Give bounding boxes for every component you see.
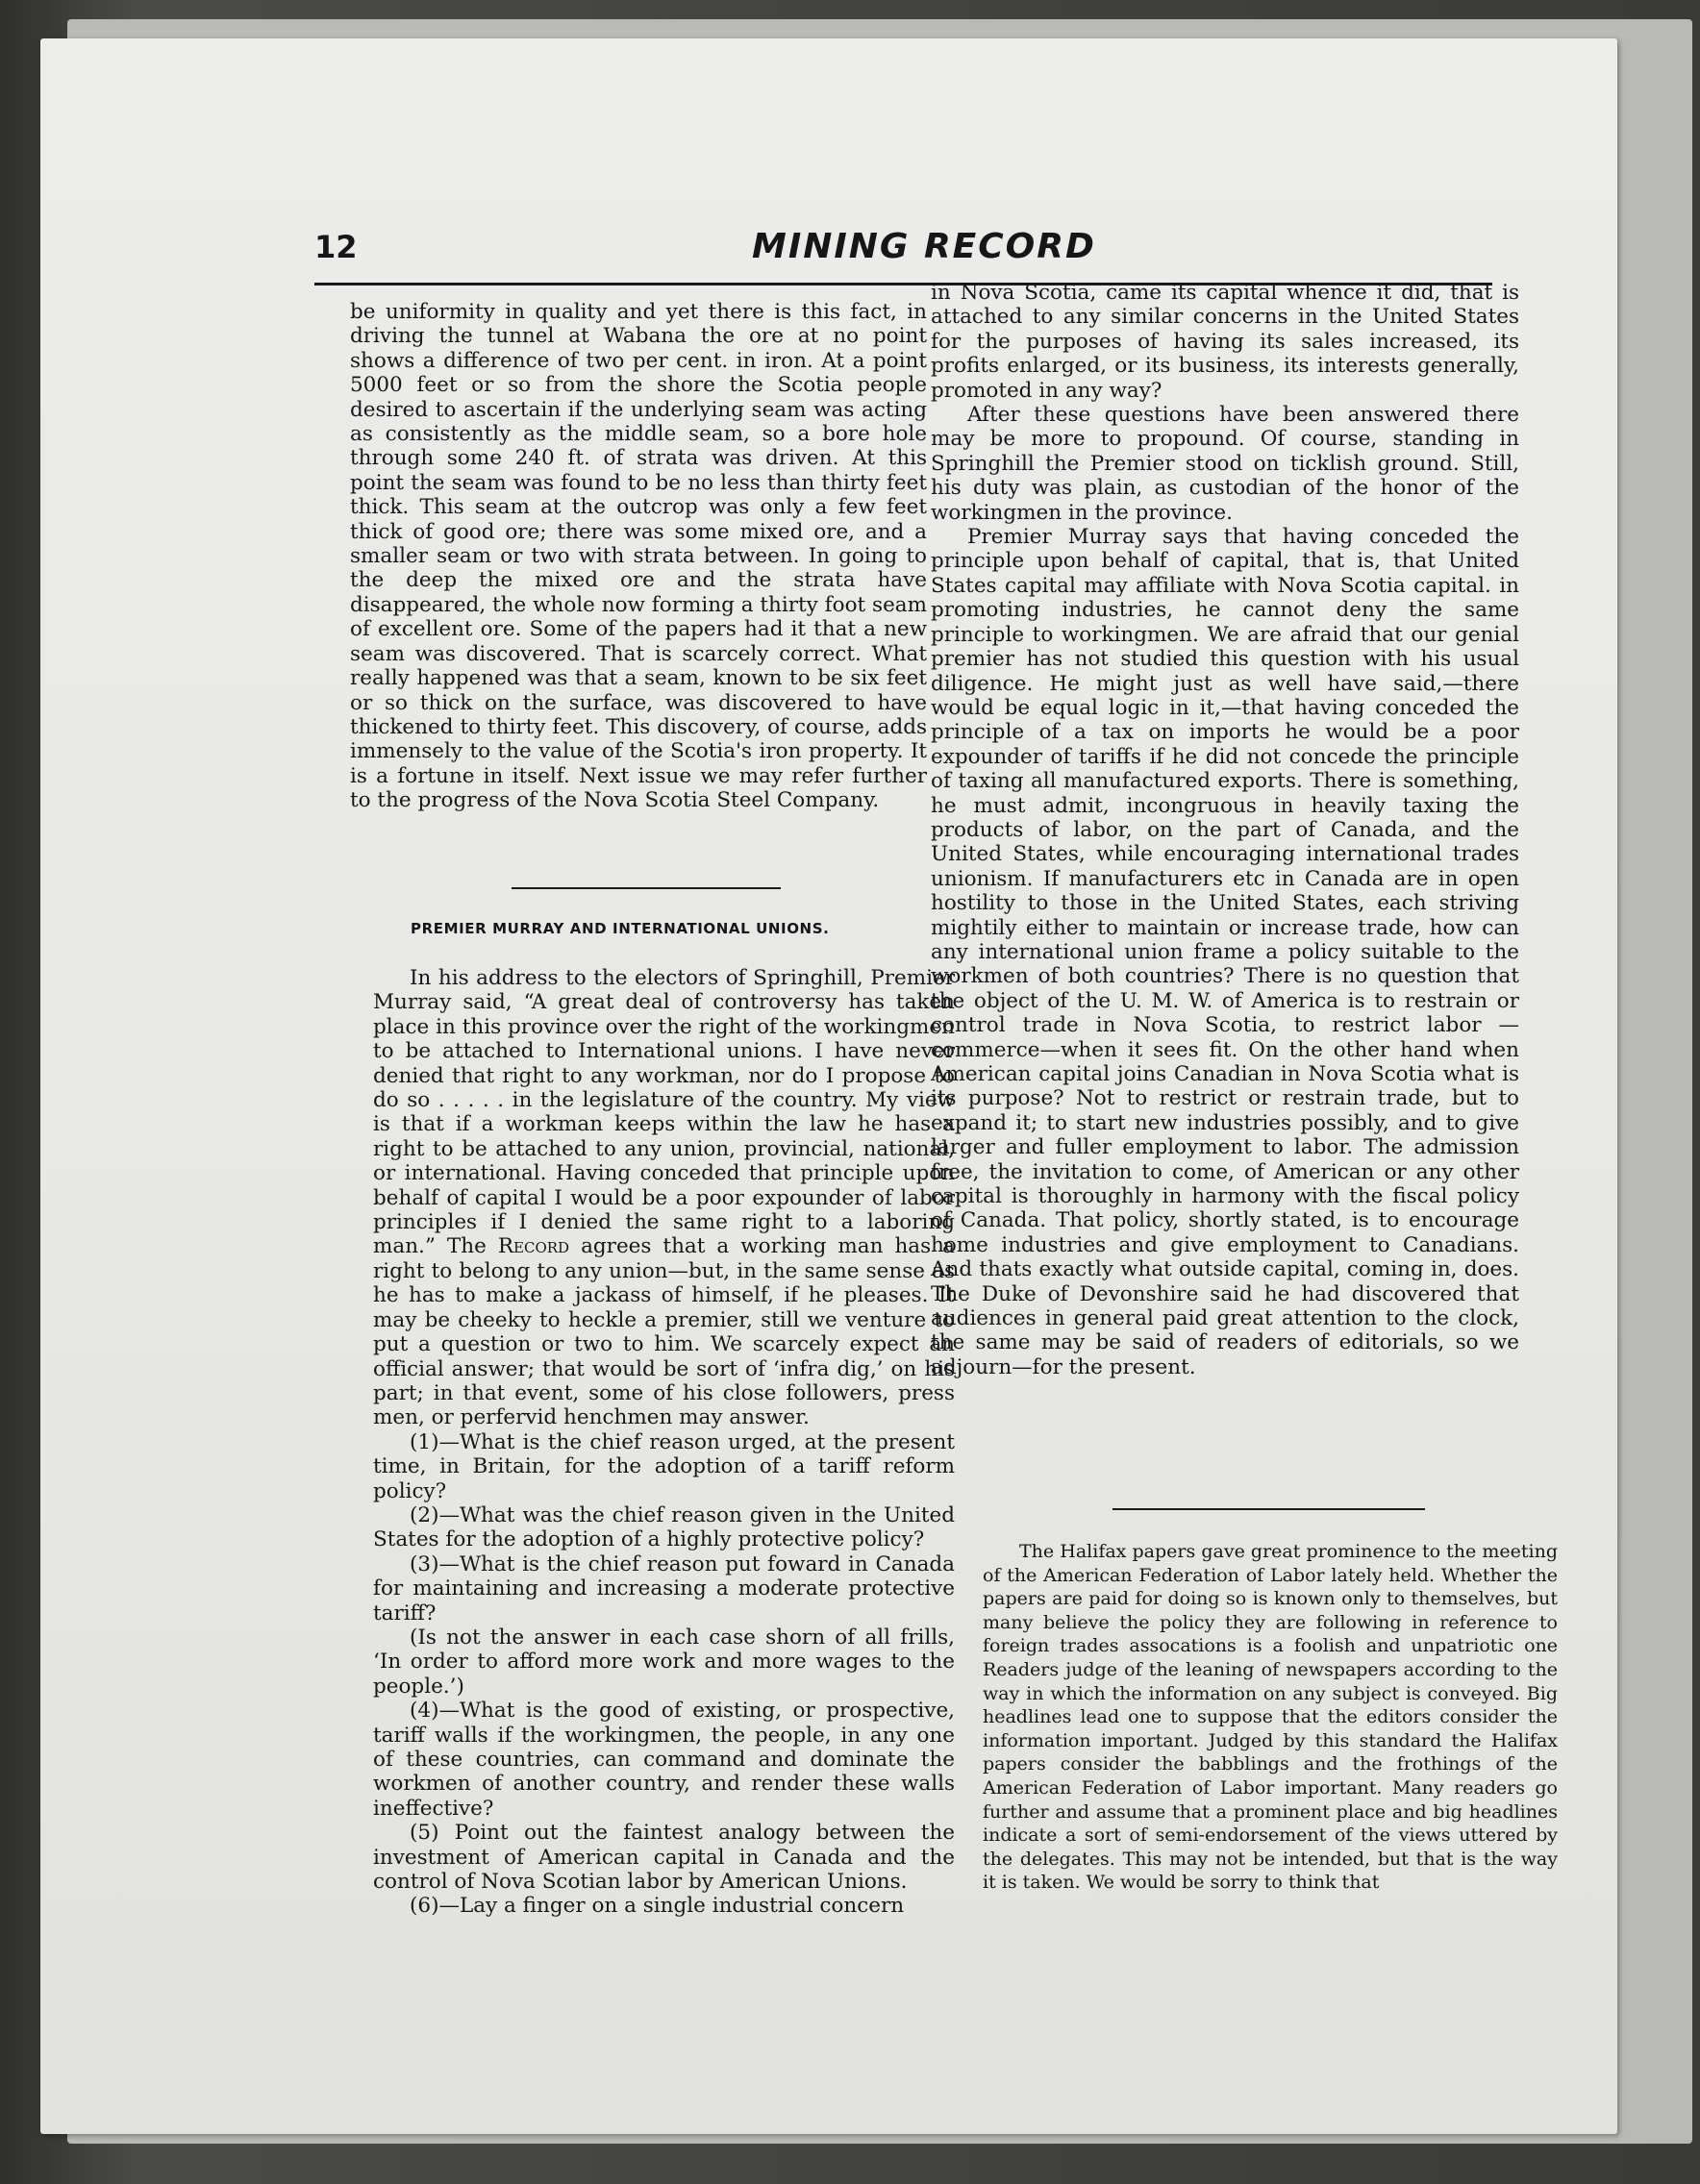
question-5: (5) Point out the faintest analogy between the investment of American capital in Canada and the control of Nova Scotian labor by American Unions. xyxy=(373,1821,955,1895)
right-paragraph-2: After these questions have been answered there may be more to propound. Of course, standing in Springhill the Premier stood on ticklish ground. Still, his duty was plain, as custodian of the honor of the workingmen in the province. xyxy=(931,403,1519,525)
document-page xyxy=(40,38,1617,2134)
section-heading: PREMIER MURRAY AND INTERNATIONAL UNIONS. xyxy=(411,920,830,937)
right-paragraph-1: in Nova Scotia, came its capital whence it did, that is attached to any similar concerns in the United States for the purposes of having its sales increased, its profits enlarged, or its business, its interests generally, promoted in any way? xyxy=(931,281,1519,403)
iron-ore-paragraph: be uniformity in quality and yet there is this fact, in driving the tunnel at Wabana the ore at no point shows a difference of two per cent. in iron. At a point 5000 feet or so from the shore the Scotia people desired to ascertain if the underlying seam was acting as consistently as the middle seam, so a bore hole through some 240 ft. of strata was driven. At this point the seam was found to be no less than thirty feet thick. This seam at the outcrop was only a few feet thick of good ore; there was some mixed ore, and a smaller seam or two with strata between. In going to the deep the mixed ore and the strata have disappeared, the whole now forming a thirty foot seam of excellent ore. Some of the papers had it that a new seam was discovered. That is scarcely correct. What really happened was that a seam, known to be six feet or so thick on the surface, was discovered to have thickened to thirty feet. This discovery, of course, adds immensely to the value of the Scotia's iron property. It is a fortune in itself. Next issue we may refer further to the progress of the Nova Scotia Steel Company. xyxy=(350,300,927,813)
right-column-bottom xyxy=(983,1540,1558,1895)
section-divider xyxy=(512,887,781,889)
left-column-bottom xyxy=(373,966,955,1919)
right-paragraph-3: Premier Murray says that having conceded the principle upon behalf of capital, that is, that United States capital may affiliate with Nova Scotia capital. in promoting industries, he cannot deny the same principle to workingmen. We are afraid that our genial premier has not studied this question with his usual diligence. He might just as well have said,—there would be equal logic in it,—that having conceded the principle of a tax on imports he would be a poor expounder of tariffs if he did not concede the principle of taxing all manufactured exports. There is something, he must admit, incongruous in heavily taxing the products of labor, on the part of Canada, and the United States, while encouraging international trades unionism. If manufacturers etc in Canada are in open hostility to those in the United States, each striving mightily either to maintain or increase trade, how can any international union frame a policy suitable to the workmen of both countries? There is no question that the object of the U. M. W. of America is to restrain or control trade in Nova Scotia, to restrict labor —commerce—when it sees fit. On the other hand when American capital joins Canadian in Nova Scotia what is its purpose? Not to restrict or restrain trade, but to expand it; to start new industries possibly, and to give larger and fuller employment to labor. The admission free, the invitation to come, of American or any other capital is thoroughly in harmony with the fiscal policy of Canada. That policy, shortly stated, is to encourage home industries and give employment to Canadians. And thats exactly what outside capital, coming in, does. The Duke of Devonshire said he had discovered that audiences in general paid great attention to the clock, the same may be said of readers of editorials, so we adjourn—for the present. xyxy=(931,525,1519,1379)
record-name: Record xyxy=(497,1234,570,1259)
intro-text-b: agrees that a working man has a right to belong to any union—but, in the same sense as he has to make a jackass of himself, if he pleases. It may be cheeky to heckle a premier, still we venture to put a question or two to him. We scarcely expect an official answer; that would be sort of ‘infra dig,’ on his part; in that event, some of his close followers, press men, or perfervid henchmen may answer. xyxy=(373,1234,955,1430)
question-4: (4)—What is the good of existing, or prospective, tariff walls if the workingmen, the people, in any one of these countries, can command and dominate the workmen of another country, and render these walls ineffective? xyxy=(373,1699,955,1821)
intro-text-a: In his address to the electors of Springhill, Premier Murray said, “A great deal of controversy has taken place in this province over the right of the workingmen to be attached to International unions. I have never denied that right to any workman, nor do I propose to do so . . . . . in the legislature of the country. My view is that if a workman keeps within the law he has a right to be attached to any union, provincial, national, or international. Having conceded that principle upon behalf of capital I would be a poor expounder of labor principles if I denied the same right to a laboring man.” The xyxy=(373,966,955,1259)
left-column-top xyxy=(350,300,927,813)
halifax-paragraph: The Halifax papers gave great prominence to the meeting of the American Federation of Labor lately held. Whether the papers are paid for doing so is known only to themselves, but many believe the policy they are following in reference to foreign trades assocations is a foolish and unpatriotic one Readers judge of the leaning of newspapers according to the way in which the information on any subject is conveyed. Big headlines lead one to suppose that the editors consider the information important. Judged by this standard the Halifax papers consider the babblings and the frothings of the American Federation of Labor important. Many readers go further and assume that a prominent place and big headlines indicate a sort of semi-endorsement of the views uttered by the delegates. This may not be intended, but that is the way it is taken. We would be sorry to think that xyxy=(983,1541,1558,1894)
question-3-note: (Is not the answer in each case shorn of all frills, ‘In order to afford more work and more wages to the people.’) xyxy=(373,1625,955,1699)
question-2: (2)—What was the chief reason given in the United States for the adoption of a highly protective policy? xyxy=(373,1502,955,1552)
right-column xyxy=(931,281,1519,1379)
question-6: (6)—Lay a finger on a single industrial concern xyxy=(410,1894,905,1919)
journal-title: MINING RECORD xyxy=(752,227,1096,266)
question-1: (1)—What is the chief reason urged, at the present time, in Britain, for the adoption of a tariff reform policy? xyxy=(373,1429,955,1503)
right-divider xyxy=(1112,1508,1425,1510)
page-number: 12 xyxy=(314,229,358,265)
question-3: (3)—What is the chief reason put foward in Canada for maintaining and increasing a moderate protective tariff? xyxy=(373,1551,955,1626)
article-intro-paragraph xyxy=(373,966,955,1430)
